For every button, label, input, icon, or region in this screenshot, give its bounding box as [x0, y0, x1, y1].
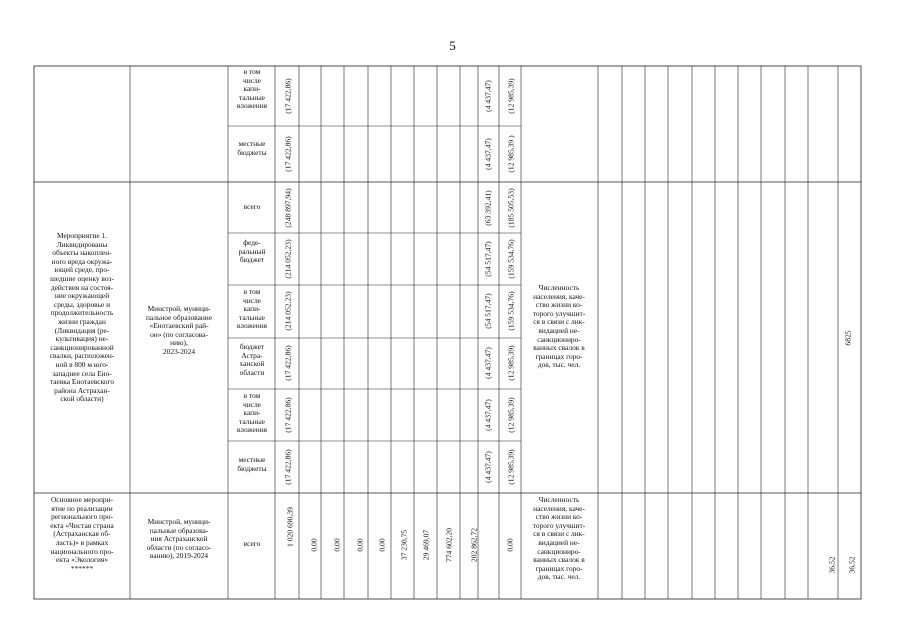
main-value: 0,00	[309, 538, 319, 552]
value-2024: (12 985,39)	[506, 449, 516, 485]
value-2024: (159 534,76)	[506, 291, 516, 331]
main-value: 0,00	[377, 538, 387, 552]
value-total: (214 052,23)	[283, 291, 293, 331]
value-2023: (54 517,47)	[483, 293, 493, 329]
type-cell-federal-label: феде- ральный бюджет	[238, 238, 266, 265]
measure1-indicator: Численность населения, каче- ство жизни ко- торого улучшит- ся в связи с лик- видацией не- санкциониро- ванных свалок в границах горо- дов, тыс. чел.	[532, 283, 586, 370]
type-cell-capital-label: в том числе капи- тальные вложения	[236, 391, 268, 435]
main-indicator: Численность населения, каче- ство жизни ко- торого улучшит- ся в связи с лик- видацией не- санкциониро- ванных свалок в границах горо- дов, тыс. чел.	[532, 495, 586, 582]
value-2023: (4 437,47)	[483, 347, 493, 379]
value-2023: (4 437,47)	[483, 399, 493, 431]
value-2024: (12 985,39)	[506, 397, 516, 433]
value-2023: (4 437,47)	[483, 451, 493, 483]
main-value: 29 469,07	[421, 529, 431, 561]
measure1-executor: Минстрой, муници- пальное образование «Енотаевский рай- он» (по согласова- нию), 2023-2024	[145, 304, 213, 356]
type-cell-regional-label: бюджет Астра- ханской области	[239, 342, 265, 377]
main-value: 774 602,20	[444, 527, 454, 563]
main-executor: Минстрой, муници- пальные образова- ния Астраханской области (по согласо- ванию), 2019-2024	[146, 517, 212, 561]
main-value: 0,00	[505, 538, 515, 552]
main-value: 0,00	[355, 538, 365, 552]
value-2024: (12 985,39)	[506, 345, 516, 381]
value-2023: (54 517,47)	[483, 241, 493, 277]
value-2023: (4 437,47)	[483, 138, 493, 170]
measure1-title: Мероприятие 1. Ликвидированы объекты накоплен- ного вреда окружа- ющей среде, про- шедшие оценку воз- действия на состоя- ние окружающей среды, здоровье и продолжительность жизни граждан (Ликвидация (ре- культивация) не- санкционированной свалки, расположен- ной в 800 м юго- западнее села Ено- таевка Енотаевского района Астрахан- ской области)	[49, 231, 115, 404]
value-total: (214 052,23)	[283, 239, 293, 279]
value-2024: (12 985,39)	[506, 78, 516, 114]
value-total: (248 897,94)	[283, 188, 293, 228]
main-type-label: всего	[243, 539, 261, 548]
type-cell-local-label: местные бюджеты	[237, 139, 267, 157]
main-value: 0,00	[332, 538, 342, 552]
main-indicator-value: 36,52	[847, 556, 857, 574]
main-indicator-value: 36,52	[827, 556, 837, 574]
value-total: (17 422,86)	[283, 78, 293, 114]
value-total: (17 422,86)	[283, 449, 293, 485]
main-value: 1 020 690,39	[285, 507, 295, 547]
type-cell-capital-label: в том числе капи- тальные вложения	[236, 67, 268, 111]
value-total: (17 422,86)	[283, 345, 293, 381]
value-2024: (185 505,53)	[506, 188, 516, 228]
main-value: 37 230,75	[399, 529, 409, 561]
value-total: (17 422,86)	[283, 136, 293, 172]
main-title: Основное меропри- ятие по реализации регионального про- екта «Чистая страна (Астраханская об- ласть)» в рамках национального про- екта «Экология» ******	[50, 495, 114, 573]
main-value: 202 862,72	[469, 527, 479, 563]
measure1-indicator-value: 6825	[843, 330, 853, 346]
value-2023: (4 437,47)	[483, 80, 493, 112]
type-cell-local-label: местные бюджеты	[237, 455, 267, 473]
value-2023: (63 392,41)	[483, 190, 493, 226]
page-number: 5	[449, 38, 456, 53]
type-cell-total-label: всего	[243, 202, 261, 211]
value-2024: (159 534,76)	[506, 239, 516, 279]
value-total: (17 422,86)	[283, 397, 293, 433]
value-2024: (12 985,39 )	[506, 135, 516, 173]
type-cell-capital-label: в том числе капи- тальные вложения	[236, 287, 268, 331]
